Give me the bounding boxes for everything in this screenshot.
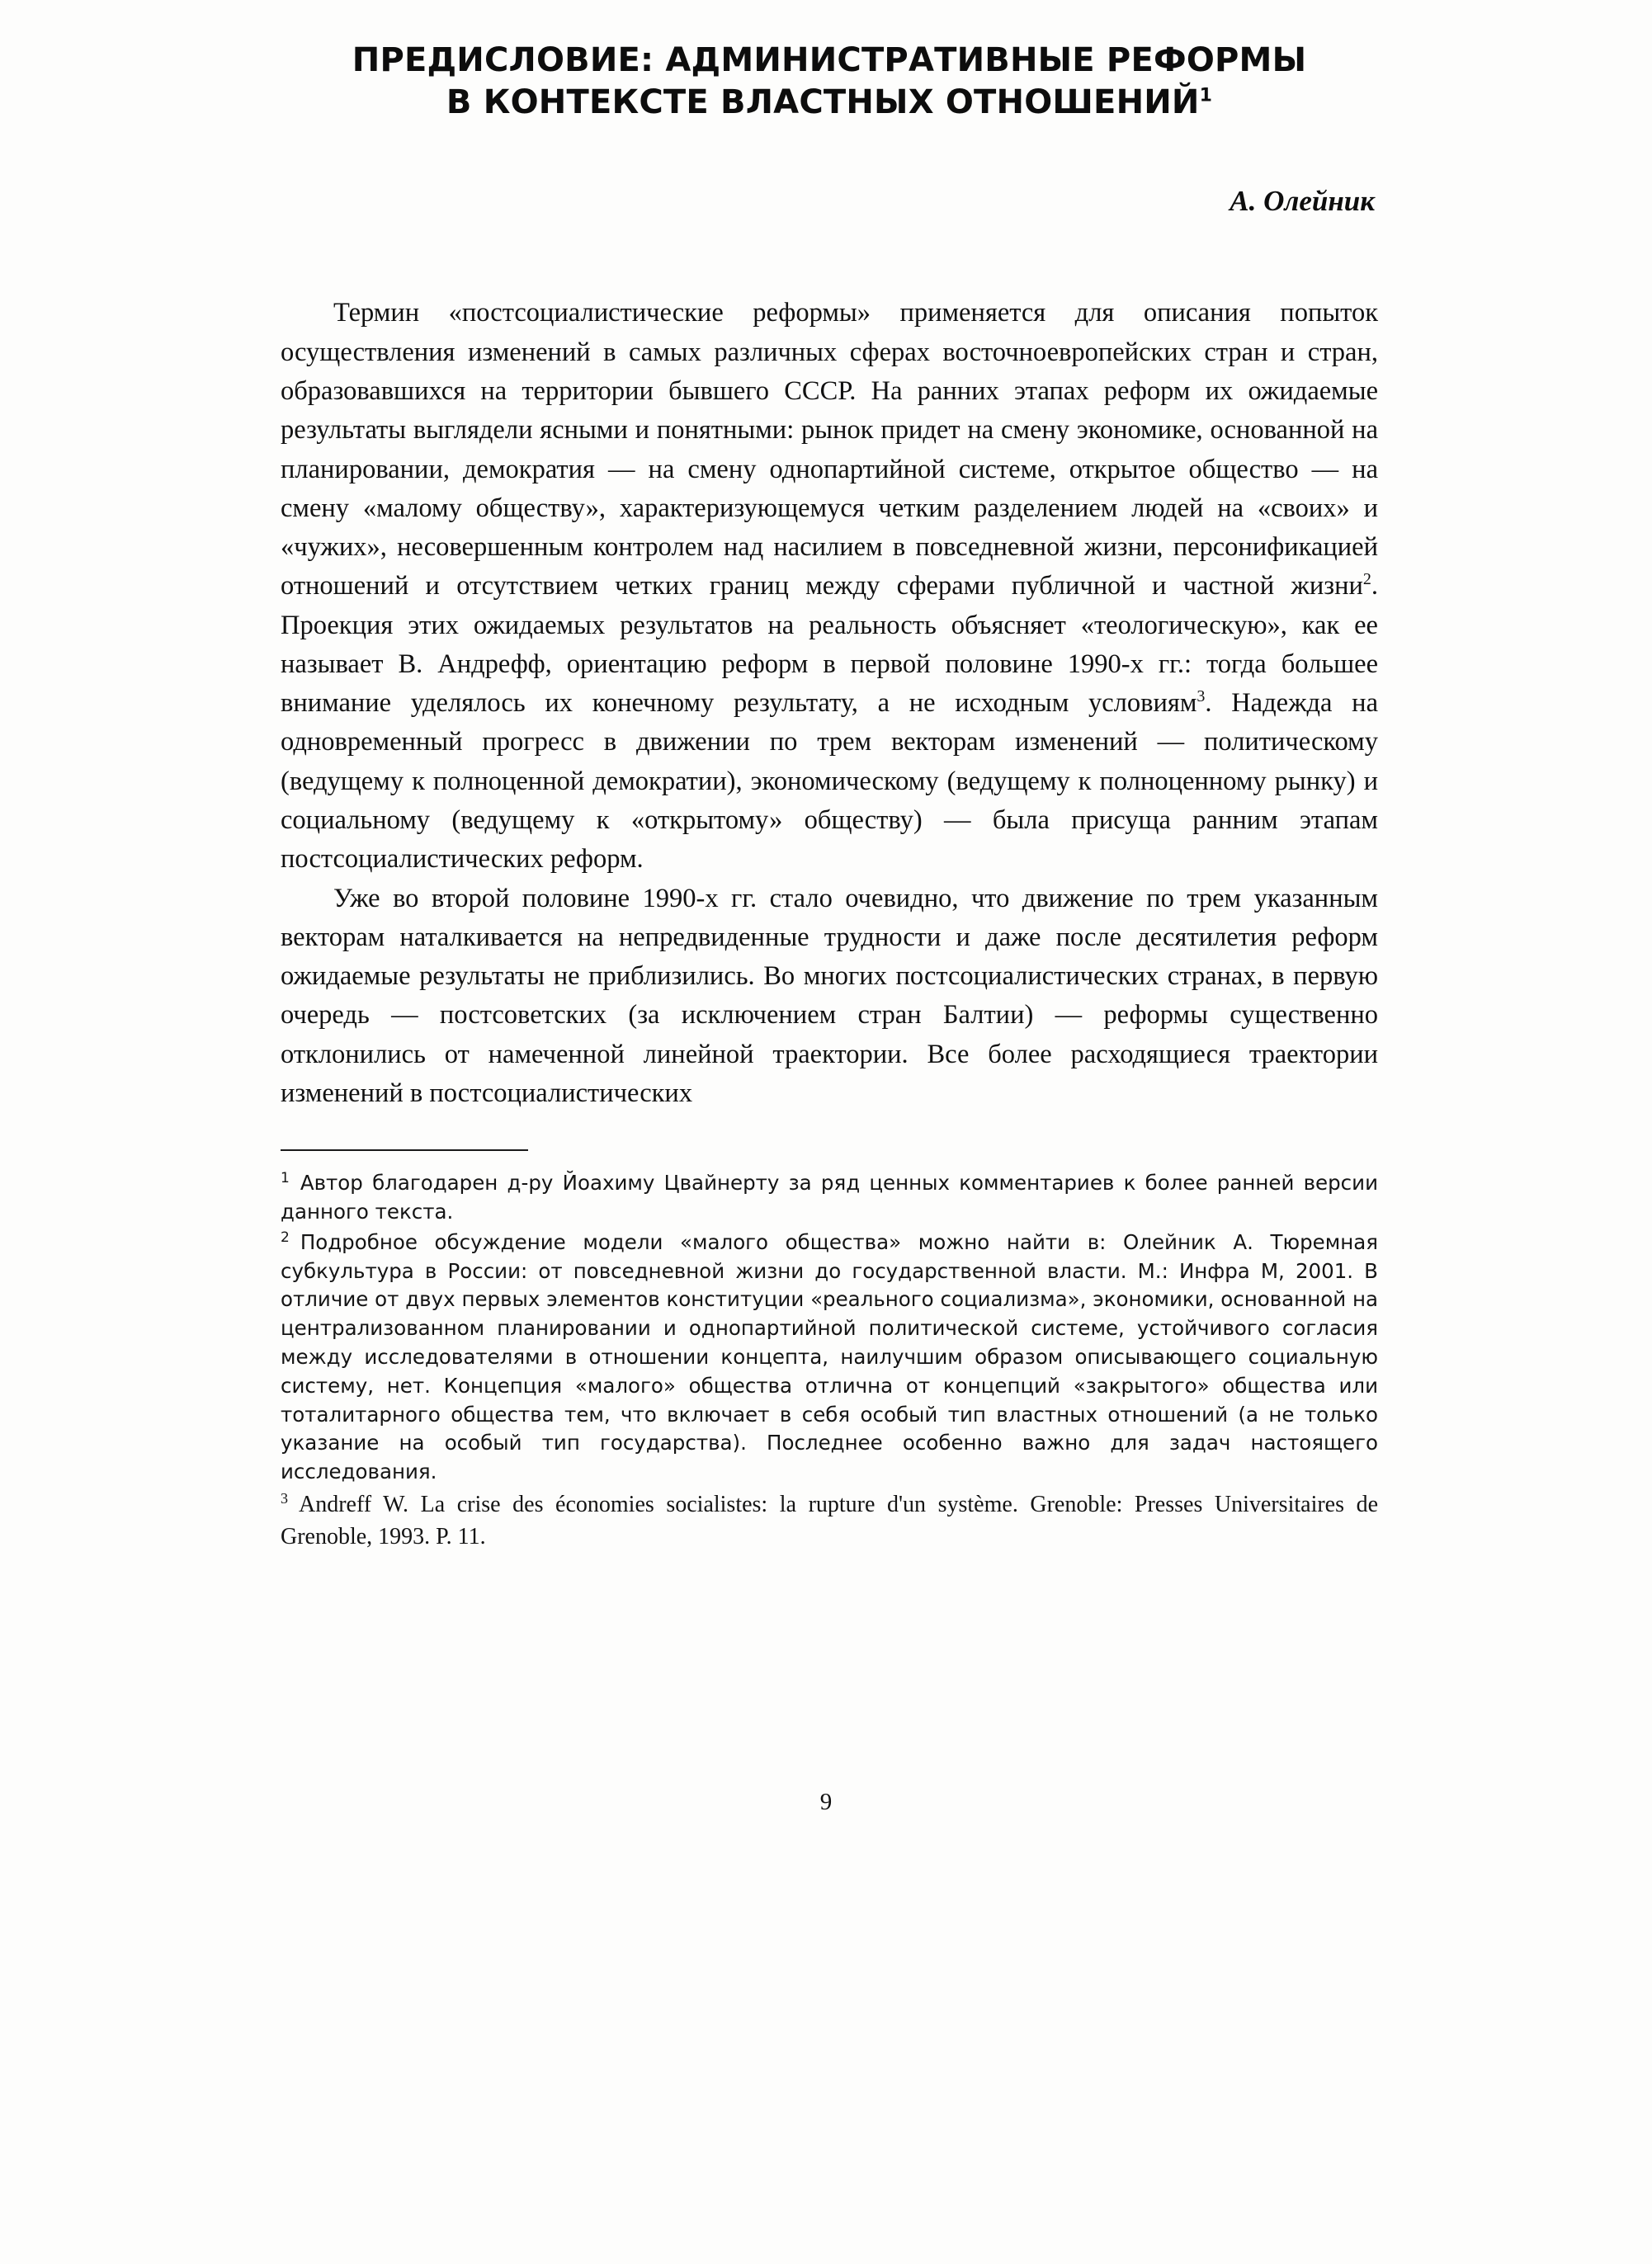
title-line-1: ПРЕДИСЛОВИЕ: АДМИНИСТРАТИВНЫЕ РЕФОРМЫ [352, 41, 1307, 79]
paragraph-1 [281, 294, 1378, 879]
footnote-1-marker: 1 [281, 1170, 290, 1187]
paragraph-1-segment-2: . Проекция этих ожидаемых результатов на реальность объясняет «теологическую», как ее называет В. Андрефф, ориентацию реформ в первой половине 1990-х гг.: тогда большее внимание уделялось их конечному результату, а не исходным условиям [281, 571, 1378, 719]
page-number: 9 [819, 1789, 833, 1815]
footnote-3 [281, 1488, 1378, 1553]
footnote-ref-3: 3 [1197, 687, 1206, 706]
footnote-ref-2: 2 [1362, 570, 1371, 589]
footnote-2 [281, 1229, 1378, 1487]
body-text [281, 294, 1378, 1113]
title-line-2: В КОНТЕКСТЕ ВЛАСТНЫХ ОТНОШЕНИЙ [446, 83, 1200, 122]
page-title [281, 33, 1378, 124]
paragraph-1-segment-1: Термин «постсоциалистические реформы» применяется для описания попыток осуществления изменений в самых различных сферах восточноевропейских стран и стран, образовавшихся на территории бывшего СССР. На ранних этапах реформ их ожидаемые результаты выглядели ясными и понятными: рынок придет на смену экономике, основанной на планировании, демократия — на смену однопартийной системе, открытое общество — на смену «малому обществу», характеризующемуся четким разделением людей на «своих» и «чужих», несовершенным контролем над насилием в повседневной жизни, персонификацией отношений и отсутствием четких границ между сферами публичной и частной жизни [281, 298, 1378, 601]
footnote-3-text: Andreff W. La crise des économies socialistes: la rupture d'un système. Grenoble: Presses Universitaires de Grenoble, 1993. P. 11. [281, 1491, 1378, 1550]
paragraph-2: Уже во второй половине 1990-х гг. стало очевидно, что движение по трем указанным векторам наталкивается на непредвиденные трудности и даже после десятилетия реформ ожидаемые результаты не приблизились. Во многих постсоциалистических странах, в первую очередь — постсоветских (за исключением стран Балтии) — реформы существенно отклонились от намеченной линейной траектории. Все более расходящиеся траектории изменений в постсоциалистических [281, 883, 1378, 1108]
footnote-2-text: Подробное обсуждение модели «малого общества» можно найти в: Олейник А. Тюремная субкультура в России: от повседневной жизни до государственной власти. М.: Инфра М, 2001. В отличие от двух первых элементов конституции «реального социализма», экономики, основанной на централизованном планировании и однопартийной политической системе, устойчивого согласия между исследователями в отношении концепта, наилучшим образом описывающего социальную систему, нет. Концепция «малого» общества отлична от концепций «закрытого» общества или тоталитарного общества тем, что включает в себя особый тип властных отношений (а не только указание на особый тип государства). Последнее особенно важно для задач настоящего исследования. [281, 1229, 1378, 1484]
paragraph-1-segment-3: . Надежда на одновременный прогресс в движении по трем векторам изменений — политическому (ведущему к полноценной демократии), экономическому (ведущему к полноценному рынку) и социальному (ведущему к «открытому» обществу) — была присуща ранним этапам постсоциалистических реформ. [281, 688, 1378, 875]
author-name: А. Олейник [1230, 185, 1375, 218]
title-footnote-marker: 1 [1199, 85, 1213, 106]
footnote-1-text: Автор благодарен д-ру Йоахиму Цвайнерту за ряд ценных комментариев к более ранней версии данного текста. [281, 1171, 1378, 1224]
page-content [281, 33, 1378, 1554]
footnote-2-marker: 2 [281, 1229, 290, 1246]
footnote-3-marker: 3 [281, 1489, 288, 1507]
footnote-1 [281, 1169, 1378, 1227]
footnote-separator [281, 1149, 528, 1151]
footnotes-section [281, 1169, 1378, 1553]
